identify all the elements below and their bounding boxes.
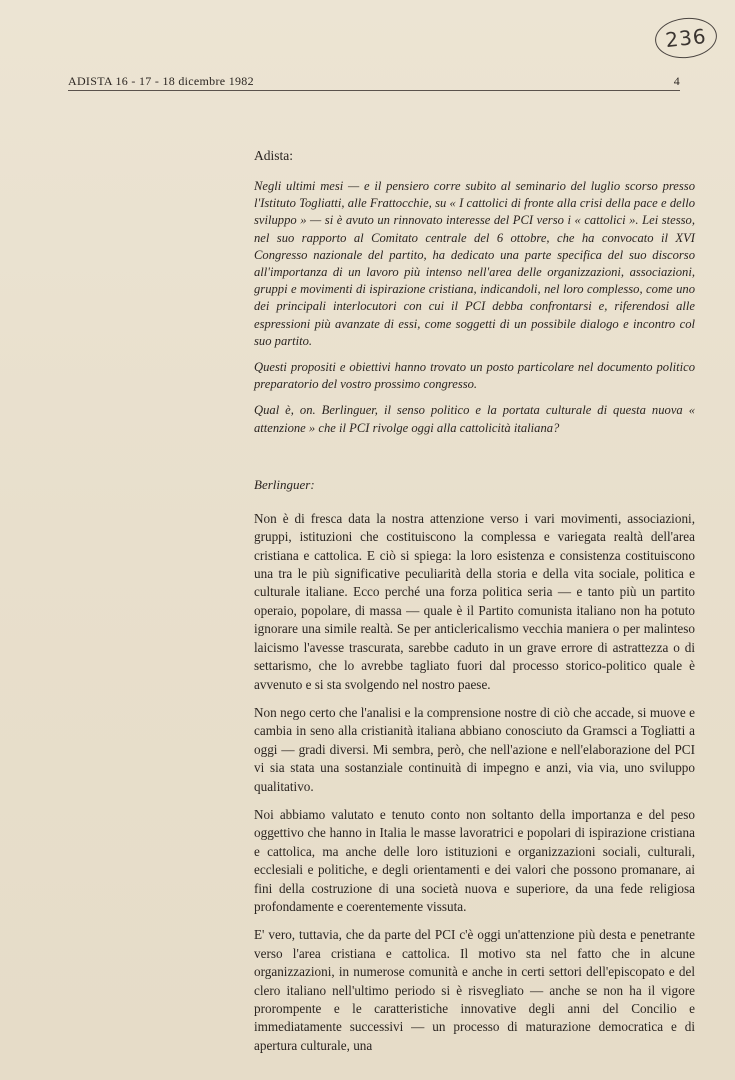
question-paragraph: Negli ultimi mesi — e il pensiero corre subito al seminario del luglio scorso presso l'Istituto Togliatti, alle Frattocchie, su « I cattolici di fronte alla crisi della pace e dello sviluppo » — si è avuto un rinnovato interesse del PCI verso i « cattolici ». Lei stesso, nel suo rapporto al Comitato centrale del 6 ottobre, che ha convocato il XVI Congresso nazionale del partito, ha dedicato una parte specifica del suo discorso all'importanza di un lavoro più intenso nell'area delle organizzazioni, associazioni, gruppi e movimenti di ispirazione cristiana, indicandoli, nel loro complesso, come uno dei principali interlocutori con cui il PCI debba confrontarsi e, riferendosi alle espressioni più avanzate di essi, come soggetti di un possibile dialogo e incontro col suo partito. — [254, 179, 695, 348]
answer-paragraph: Noi abbiamo valutato e tenuto conto non soltanto della importanza e del peso oggettivo che hanno in Italia le masse lavoratrici e popolari di ispirazione cristiana e cattolica, ma anche delle loro istituzioni e organizzazioni sociali, culturali, ecclesiali e politiche, e degli orientamenti e dei valori che possono promanare, ai fini della costruzione di una società nuova e superiore, da una fede religiosa profondamente e coerentemente vissuta. — [254, 806, 695, 914]
answer-paragraph: E' vero, tuttavia, che da parte del PCI c'è oggi un'attenzione più desta e penetrante verso l'area cristiana e cattolica. Il motivo sta nel fatto che in alcune organizzazioni, in numerose comunità e anche in certi settori dell'episcopato e del clero italiano nell'ultimo periodo si è risvegliato — anche se non ha il vigore prorompente e le caratteristiche innovative degli anni del Concilio e immediatamente successivi — un processo di maturazione democratica e di apertura culturale, una — [254, 927, 695, 1053]
answer-paragraph: Non è di fresca data la nostra attenzione verso i vari movimenti, associazioni, gruppi, istituzioni che costituiscono la complessa e variegata realtà dell'area cristiana e cattolica. E ciò si spiega: la loro esistenza e consistenza costituiscono una tra le più significative peculiarità della storia e della vita sociale, politica e culturale italiane. Ecco perché una forza politica seria — e tanto più un partito operaio, popolare, di massa — quale è il Partito comunista italiano non ha potuto ignorare una simile realtà. Se per anticlericalismo vecchia maniera o per malinteso laicismo l'avesse trascurata, sarebbe caduto in un grave errore di astrattezza o di settarismo, che lo avrebbe tagliato fuori dal processo storico-politico quale è avvenuto e si sta svolgendo nel nostro paese. — [254, 510, 695, 692]
answer-paragraph: Non nego certo che l'analisi e la comprensione nostre di ciò che accade, si muove e cambia in seno alla cristianità italiana abbiano conosciuto da Gramsci a Togliatti a oggi — gradi diversi. Mi sembra, però, che nell'azione e nell'elaborazione del PCI vi sia stata una sostanziale continuità di impegno e anzi, via via, uno sviluppo qualitativo. — [254, 704, 695, 794]
respondent-label: Berlinguer: — [254, 476, 315, 492]
running-header — [68, 68, 680, 90]
question-paragraph: Qual è, on. Berlinguer, il senso politico e la portata culturale di questa nuova « attenzione » che il PCI rivolge oggi alla cattolicità italiana? — [254, 403, 695, 435]
interview-body — [254, 148, 695, 1065]
question-paragraph: Questi propositi e obiettivi hanno trovato un posto particolare nel documento politico preparatorio del vostro prossimo congresso. — [254, 360, 695, 392]
interviewer-label: Adista: — [254, 148, 293, 163]
stamp-number: 236 — [664, 23, 708, 53]
archive-stamp — [653, 15, 719, 61]
publication-line: ADISTA 16 - 17 - 18 dicembre 1982 — [68, 74, 254, 88]
header-rule — [68, 90, 680, 91]
page-number: 4 — [673, 74, 680, 88]
